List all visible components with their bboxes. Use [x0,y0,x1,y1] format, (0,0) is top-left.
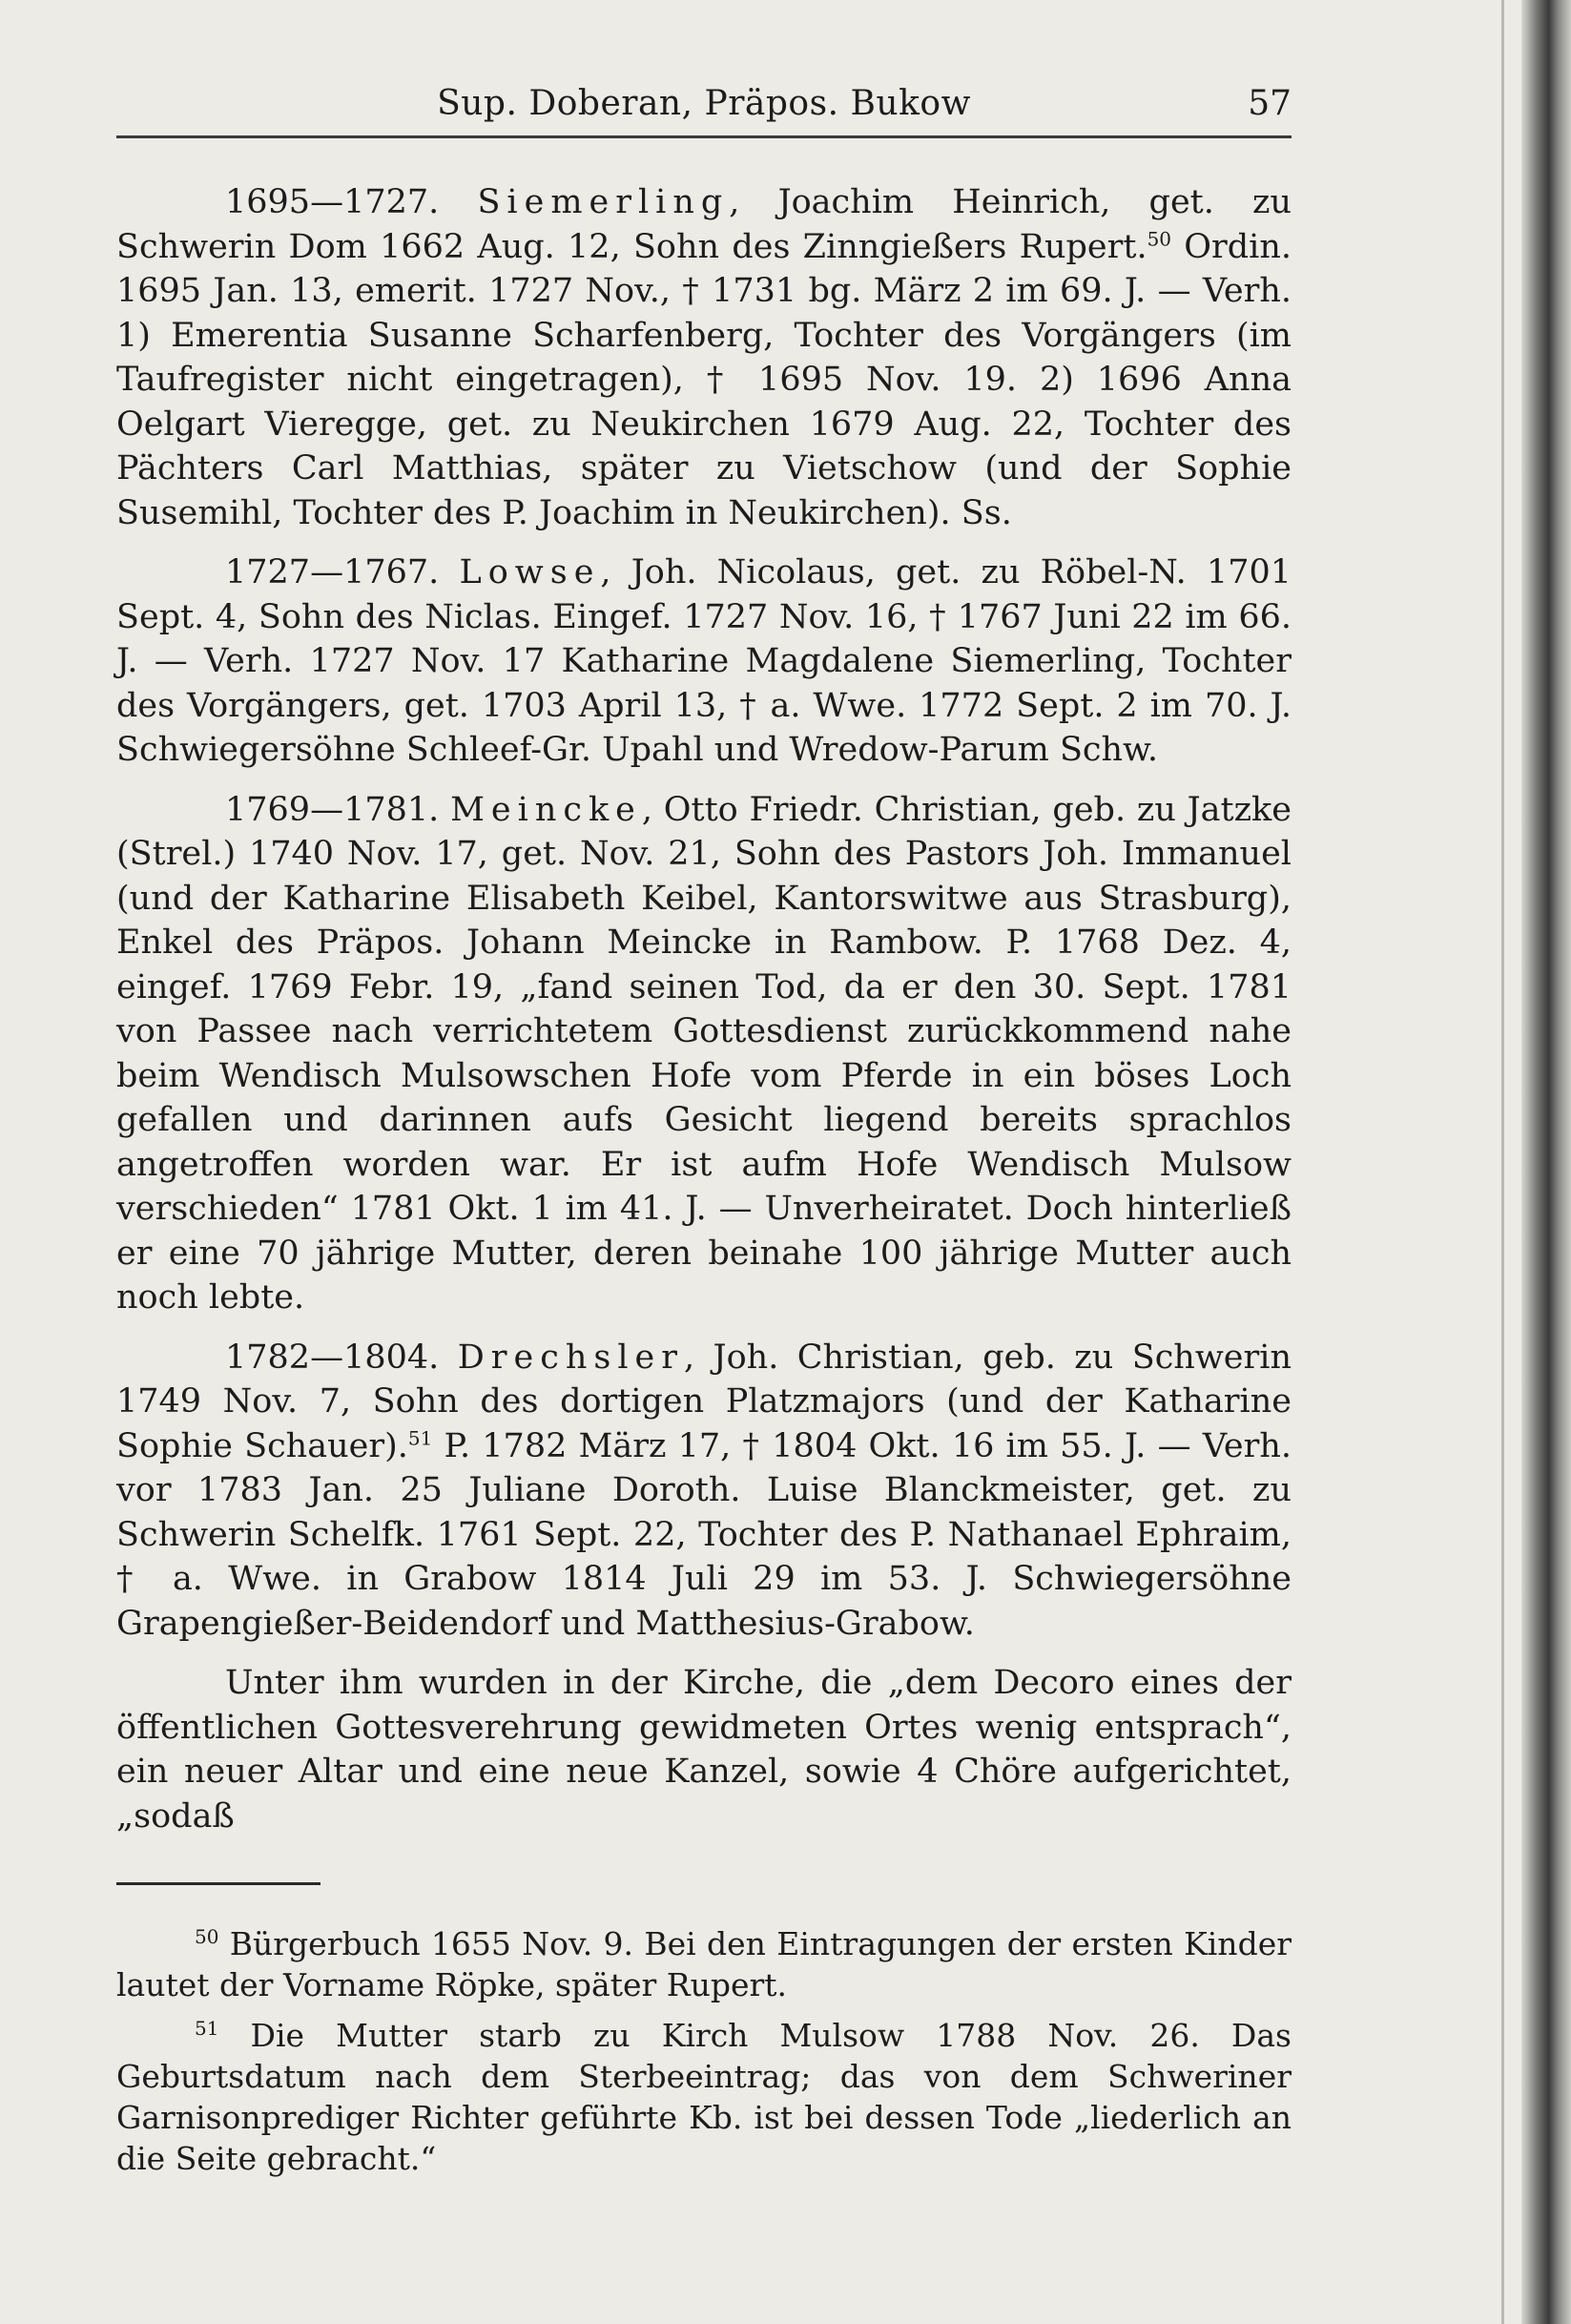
footnote-text: Bürgerbuch 1655 Nov. 9. Bei den Eintragungen der ersten Kinder lautet der Vorname Röpke, später Rupert. [116,1925,1292,2003]
footnote-divider [116,1882,320,1885]
footnote-50 [116,1923,1292,2005]
footnote-number: 50 [195,1925,219,1948]
entry-name: Siemerling [477,183,730,221]
page-header [116,76,1292,138]
entry-dates: 1727—1767. [225,553,440,591]
footnote-51 [116,2015,1292,2179]
closing-paragraph: Unter ihm wurden in der Kirche, die „dem Decoro eines der öffentlichen Gottesverehrung gewidmeten Ortes wenig entsprach“, ein neuer Altar und eine neue Kanzel, sowie 4 Chöre aufgerichtet, „sodaß [116,1664,1292,1836]
entry-dates: 1695—1727. [225,183,440,221]
entry-lowse [116,550,1292,773]
entry-name: Lowse [459,553,601,591]
entry-name: Meincke [450,790,642,829]
footnote-ref: 50 [1147,226,1172,250]
main-text [116,180,1292,1838]
entry-dates: 1782—1804. [225,1338,440,1377]
entry-text: , Otto Friedr. Christian, geb. zu Jatzke (Strel.) 1740 Nov. 17, get. Nov. 21, Sohn des Pastors Joh. Immanuel (und der Katharine Elisabeth Keibel, Kantorswitwe aus Strasburg), Enkel des Präpos. Johann Meincke in Rambow. P. 1768 Dez. 4, eingef. 1769 Febr. 19, „fand seinen Tod, da er den 30. Sept. 1781 von Passee nach verrichtetem Gottesdienst zurückkommend nahe beim Wendisch Mulsowschen Hofe vom Pferde in ein böses Loch gefallen und darinnen aufs Gesicht liegend bereits sprachlos angetroffen worden war. Er ist aufm Hofe Wendisch Mulsow verschieden“ 1781 Okt. 1 im 41. J. — Unverheiratet. Doch hinterließ er eine 70 jährige Mutter, deren beinahe 100 jährige Mutter auch noch lebte. [116,790,1292,1317]
entry-text-continued: Ordin. 1695 Jan. 13, emerit. 1727 Nov., † 1731 bg. März 2 im 69. J. — Verh. 1) Emerentia Susanne Scharfenberg, Tochter des Vorgängers (im Taufregister nicht eingetragen), † 1695 Nov. 19. 2) 1696 Anna Oelgart Vieregge, get. zu Neukirchen 1679 Aug. 22, Tochter des Pächters Carl Matthias, später zu Vietschow (und der Sophie Susemihl, Tochter des P. Joachim in Neukirchen). Ss. [116,227,1292,532]
footnote-number: 51 [195,2017,219,2040]
entry-text-continued: P. 1782 März 17, † 1804 Okt. 16 im 55. J. — Verh. vor 1783 Jan. 25 Juliane Doroth. Luise Blanckmeister, get. zu Schwerin Schelfk. 1761 Sept. 22, Tochter des P. Nathanael Ephraim, † a. Wwe. in Grabow 1814 Juli 29 im 53. J. Schwiegersöhne Grapengießer-Beidendorf und Matthesius-Grabow. [116,1426,1292,1643]
book-page [116,76,1292,2271]
footnotes [116,1923,1292,2179]
entry-drechsler [116,1336,1292,1647]
running-title: Sup. Doberan, Präpos. Bukow [437,84,971,123]
scan-page-edge [1521,0,1571,2324]
entry-dates: 1769—1781. [225,790,440,829]
entry-siemerling [116,180,1292,535]
entry-text: , Joh. Christian, geb. zu Schwerin 1749 Nov. 7, Sohn des dortigen Platzmajors (und der Katharine Sophie Schauer). [116,1338,1292,1465]
entry-text: , Joachim Heinrich, get. zu Schwerin Dom 1662 Aug. 12, Sohn des Zinngießers Rupert. [116,183,1292,266]
footnote-text: Die Mutter starb zu Kirch Mulsow 1788 Nov. 26. Das Geburtsdatum nach dem Sterbeeintrag; das von dem Schweriner Garnisonprediger Richter geführte Kb. ist bei dessen Tode „liederlich an die Seite gebracht.“ [116,2017,1292,2177]
entry-name: Drechsler [457,1338,684,1377]
footnote-ref: 51 [407,1425,433,1449]
page-number: 57 [1248,84,1292,123]
scan-edge-line [1501,0,1504,2324]
entry-text: , Joh. Nicolaus, get. zu Röbel-N. 1701 Sept. 4, Sohn des Niclas. Eingef. 1727 Nov. 16, † 1767 Juni 22 im 66. J. — Verh. 1727 Nov. 17 Katharine Magdalene Siemerling, Tochter des Vorgängers, get. 1703 April 13, † a. Wwe. 1772 Sept. 2 im 70. J. Schwiegersöhne Schleef-Gr. Upahl und Wredow-Parum Schw. [116,553,1292,769]
entry-meincke [116,788,1292,1320]
